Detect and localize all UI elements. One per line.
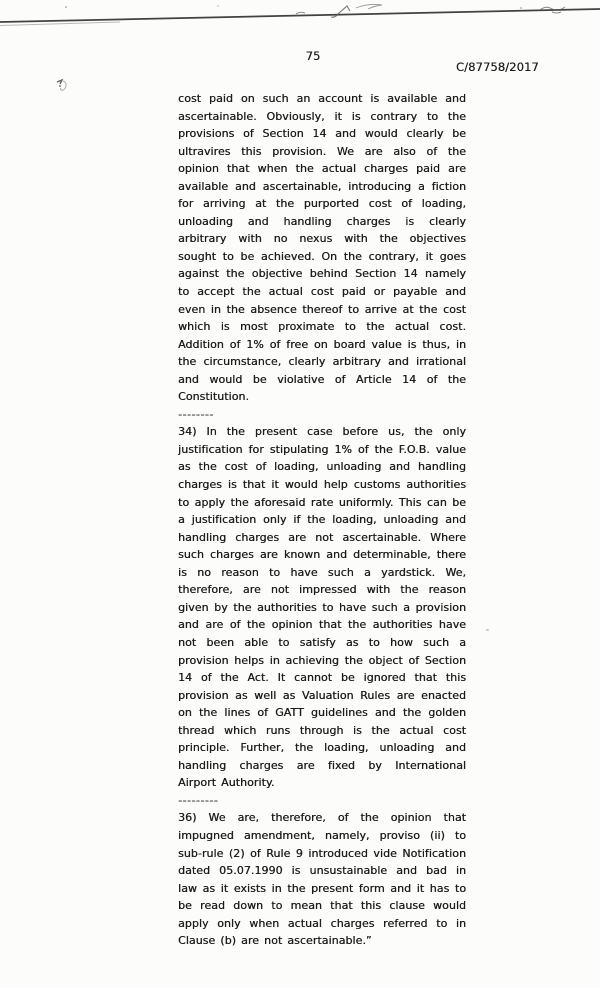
scan-edge-line-faint: [0, 22, 120, 26]
scan-squiggle-icon: [296, 12, 305, 14]
separator-dashes-1: --------: [178, 407, 214, 421]
paragraph-34: 34) In the present case before us, the only justification for stipulating 1% of the F.O.B. value as the cost of loading, unloading and handling charges is that it would help customs authorities to apply the aforesaid rate uniformly. This can be a justification only if the loading, unloading and handling charges are not ascertainable. Where such charges are known and determinable, there is no reason to have such a yardstick. We, therefore, are not impressed with the reason given by the authorities to have such a provision and are of the opinion that the authorities have not been able to satisfy as to how such a provision helps in achieving the object of Section 14 of the Act. It cannot be ignored that this provision as well as Valuation Rules are enacted on the lines of GATT guidelines and the golden thread which runs through is the actual cost principle. Further, the loading, unloading and handling charges are fixed by International Airport Authority.: [178, 425, 466, 790]
scan-speck: [486, 629, 489, 631]
scan-edge-artifact: [0, 0, 600, 44]
page-number: 75: [305, 49, 321, 63]
separator-dashes-2: ---------: [178, 793, 219, 807]
scan-speck: [520, 7, 522, 9]
paragraph-36: 36) We are, therefore, of the opinion that impugned amendment, namely, proviso (ii) to sub-rule (2) of Rule 9 introduced vide Notification dated 05.07.1990 is unsustainable and bad in law as it exists in the present form and it has to be read down to mean that this clause would apply only when actual charges referred to in Clause (b) are not ascertainable.”: [178, 811, 466, 948]
case-number: C/87758/2017: [456, 60, 539, 74]
scan-speck: [217, 5, 219, 7]
pencil-mark: [50, 74, 76, 100]
scan-squiggle-icon: [356, 4, 382, 9]
paragraph-continuation: cost paid on such an account is available and ascertainable. Obviously, it is contrary to the provisions of Section 14 and would clearly be ultravires this provision. We are also of the opinion that when the actual charges paid are available and ascertainable, introducing a fiction for arriving at the purported cost of loading, unloading and handling charges is clearly arbitrary with no nexus with the objectives sought to be achieved. On the contrary, it goes against the objective behind Section 14 namely to accept the actual cost paid or payable and even in the absence thereof to arrive at the cost which is most proximate to the actual cost. Addition of 1% of free on board value is thus, in the circumstance, clearly arbitrary and irrational and would be violative of Article 14 of the Constitution.: [178, 92, 466, 404]
scan-speck: [65, 6, 67, 8]
judgment-excerpt: [178, 90, 466, 950]
scan-edge-line: [0, 9, 600, 22]
